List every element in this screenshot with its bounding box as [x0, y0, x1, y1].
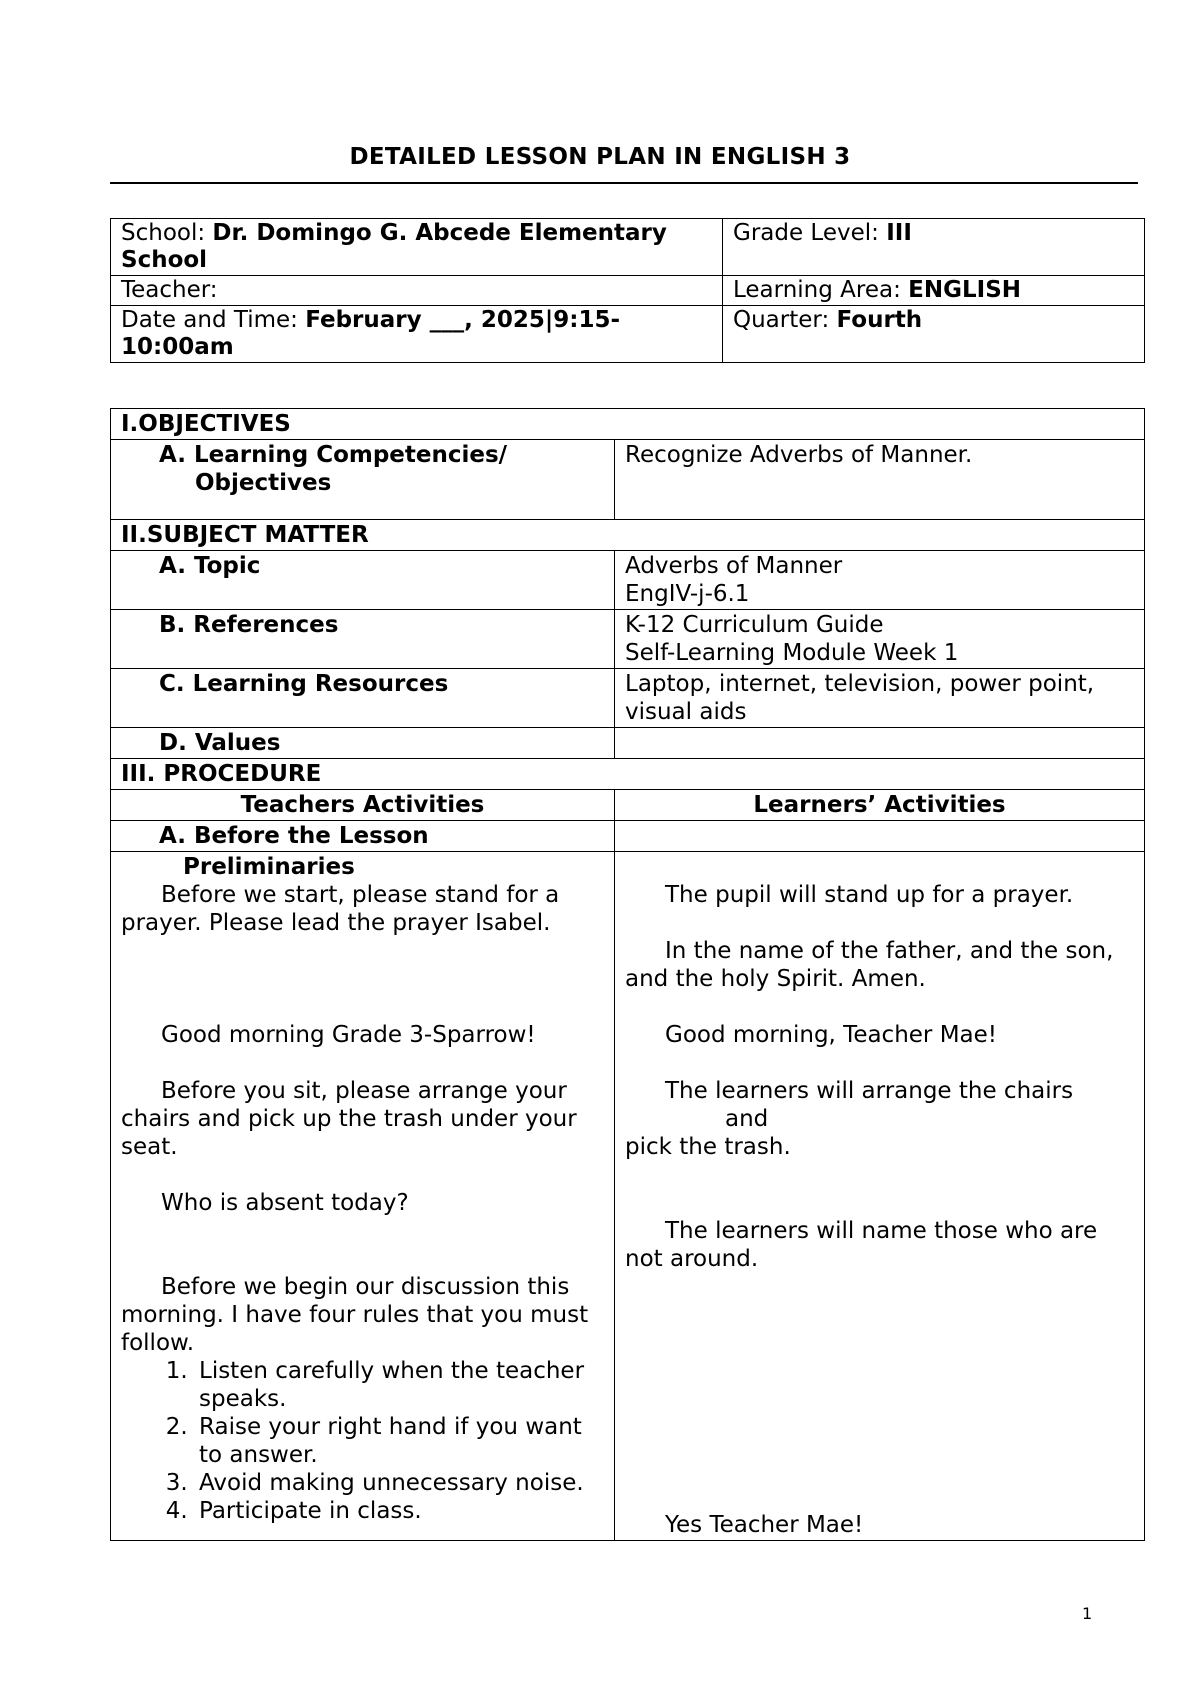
learner-prayer-text: In the name of the father, and the son, and the holy Spirit. Amen.	[625, 938, 1114, 992]
teacher-label: Teacher:	[121, 277, 218, 303]
school-info-table	[110, 218, 1145, 363]
topic-code-line: EngIV-j-6.1	[625, 581, 750, 607]
teacher-absent-text: Who is absent today?	[161, 1190, 409, 1216]
before-lesson-empty	[615, 821, 1145, 852]
grade-value: III	[886, 220, 912, 246]
lesson-plan-table	[110, 408, 1145, 1541]
values-value	[615, 728, 1145, 759]
rules-list	[121, 1357, 604, 1525]
references-label: B. References	[111, 610, 615, 669]
table-row	[111, 821, 1145, 852]
learner-activities-cell	[615, 852, 1145, 1541]
learner-arrange-text: The learners will arrange the chairs	[665, 1078, 1074, 1104]
grade-label: Grade Level:	[733, 220, 887, 246]
section-row	[111, 520, 1145, 551]
procedure-heading: III. PROCEDURE	[111, 759, 1145, 790]
info-row	[111, 219, 1145, 276]
references-line: Self-Learning Module Week 1	[625, 640, 959, 666]
list-item: 2. Raise your right hand if you want to answer.	[195, 1413, 604, 1469]
area-cell	[723, 276, 1145, 306]
learner-rules-reply: Yes Teacher Mae!	[665, 1512, 864, 1538]
teacher-cell	[111, 276, 723, 306]
quarter-cell	[723, 306, 1145, 363]
info-row	[111, 306, 1145, 363]
list-item: 1. Listen carefully when the teacher speaks.	[195, 1357, 604, 1413]
school-cell	[111, 219, 723, 276]
area-value: ENGLISH	[908, 277, 1022, 303]
date-cell	[111, 306, 723, 363]
teacher-activities-cell	[111, 852, 615, 1541]
learner-arrange-trash: pick the trash.	[625, 1134, 791, 1160]
teacher-arrange-text: Before you sit, please arrange your chairs and pick up the trash under your seat.	[121, 1078, 577, 1160]
area-label: Learning Area:	[733, 277, 909, 303]
before-lesson-label: A. Before the Lesson	[111, 821, 615, 852]
quarter-label: Quarter:	[733, 307, 837, 333]
quarter-value: Fourth	[836, 307, 923, 333]
topic-value	[615, 551, 1145, 610]
learner-greeting-reply: Good morning, Teacher Mae!	[665, 1022, 998, 1048]
teacher-rules-intro: Before we begin our discussion this morning. I have four rules that you must follow.	[121, 1274, 589, 1356]
activities-row	[111, 852, 1145, 1541]
list-item: 4. Participate in class.	[195, 1497, 604, 1525]
table-row	[111, 669, 1145, 728]
section-row	[111, 409, 1145, 440]
competency-value: Recognize Adverbs of Manner.	[615, 440, 1145, 520]
resources-label: C. Learning Resources	[111, 669, 615, 728]
learner-absent-reply: The learners will name those who are not around.	[625, 1218, 1098, 1272]
section-row	[111, 759, 1145, 790]
document-title: DETAILED LESSON PLAN IN ENGLISH 3	[349, 144, 851, 170]
values-label: D. Values	[111, 728, 615, 759]
topic-label: A. Topic	[111, 551, 615, 610]
preliminaries-heading: Preliminaries	[183, 854, 355, 880]
references-line: K-12 Curriculum Guide	[625, 612, 884, 638]
objectives-heading: I.OBJECTIVES	[111, 409, 1145, 440]
date-value: February ___, 2025|9:15-10:00am	[121, 307, 621, 360]
teacher-greeting-text: Good morning Grade 3-Sparrow!	[161, 1022, 536, 1048]
title-underline	[110, 182, 1138, 184]
subject-matter-heading: II.SUBJECT MATTER	[111, 520, 1145, 551]
teacher-prayer-text: Before we start, please stand for a prayer. Please lead the prayer Isabel.	[121, 882, 560, 936]
school-label: School:	[121, 220, 213, 246]
learner-stand-text: The pupil will stand up for a prayer.	[665, 882, 1074, 908]
list-item: 3. Avoid making unnecessary noise.	[195, 1469, 604, 1497]
date-label: Date and Time:	[121, 307, 306, 333]
resources-value: Laptop, internet, television, power point, visual aids	[615, 669, 1145, 728]
grade-cell	[723, 219, 1145, 276]
teachers-activities-header: Teachers Activities	[111, 790, 615, 821]
page-number: 1	[1082, 1604, 1093, 1623]
references-value	[615, 610, 1145, 669]
competency-label: A. Learning Competencies/ Objectives	[111, 440, 615, 520]
learners-activities-header: Learners’ Activities	[615, 790, 1145, 821]
learner-arrange-and: and	[725, 1106, 769, 1132]
topic-value-line: Adverbs of Manner	[625, 553, 843, 579]
table-row	[111, 440, 1145, 520]
column-header-row	[111, 790, 1145, 821]
table-row	[111, 551, 1145, 610]
table-row	[111, 728, 1145, 759]
school-value: Dr. Domingo G. Abcede Elementary School	[121, 220, 667, 273]
info-row	[111, 276, 1145, 306]
table-row	[111, 610, 1145, 669]
